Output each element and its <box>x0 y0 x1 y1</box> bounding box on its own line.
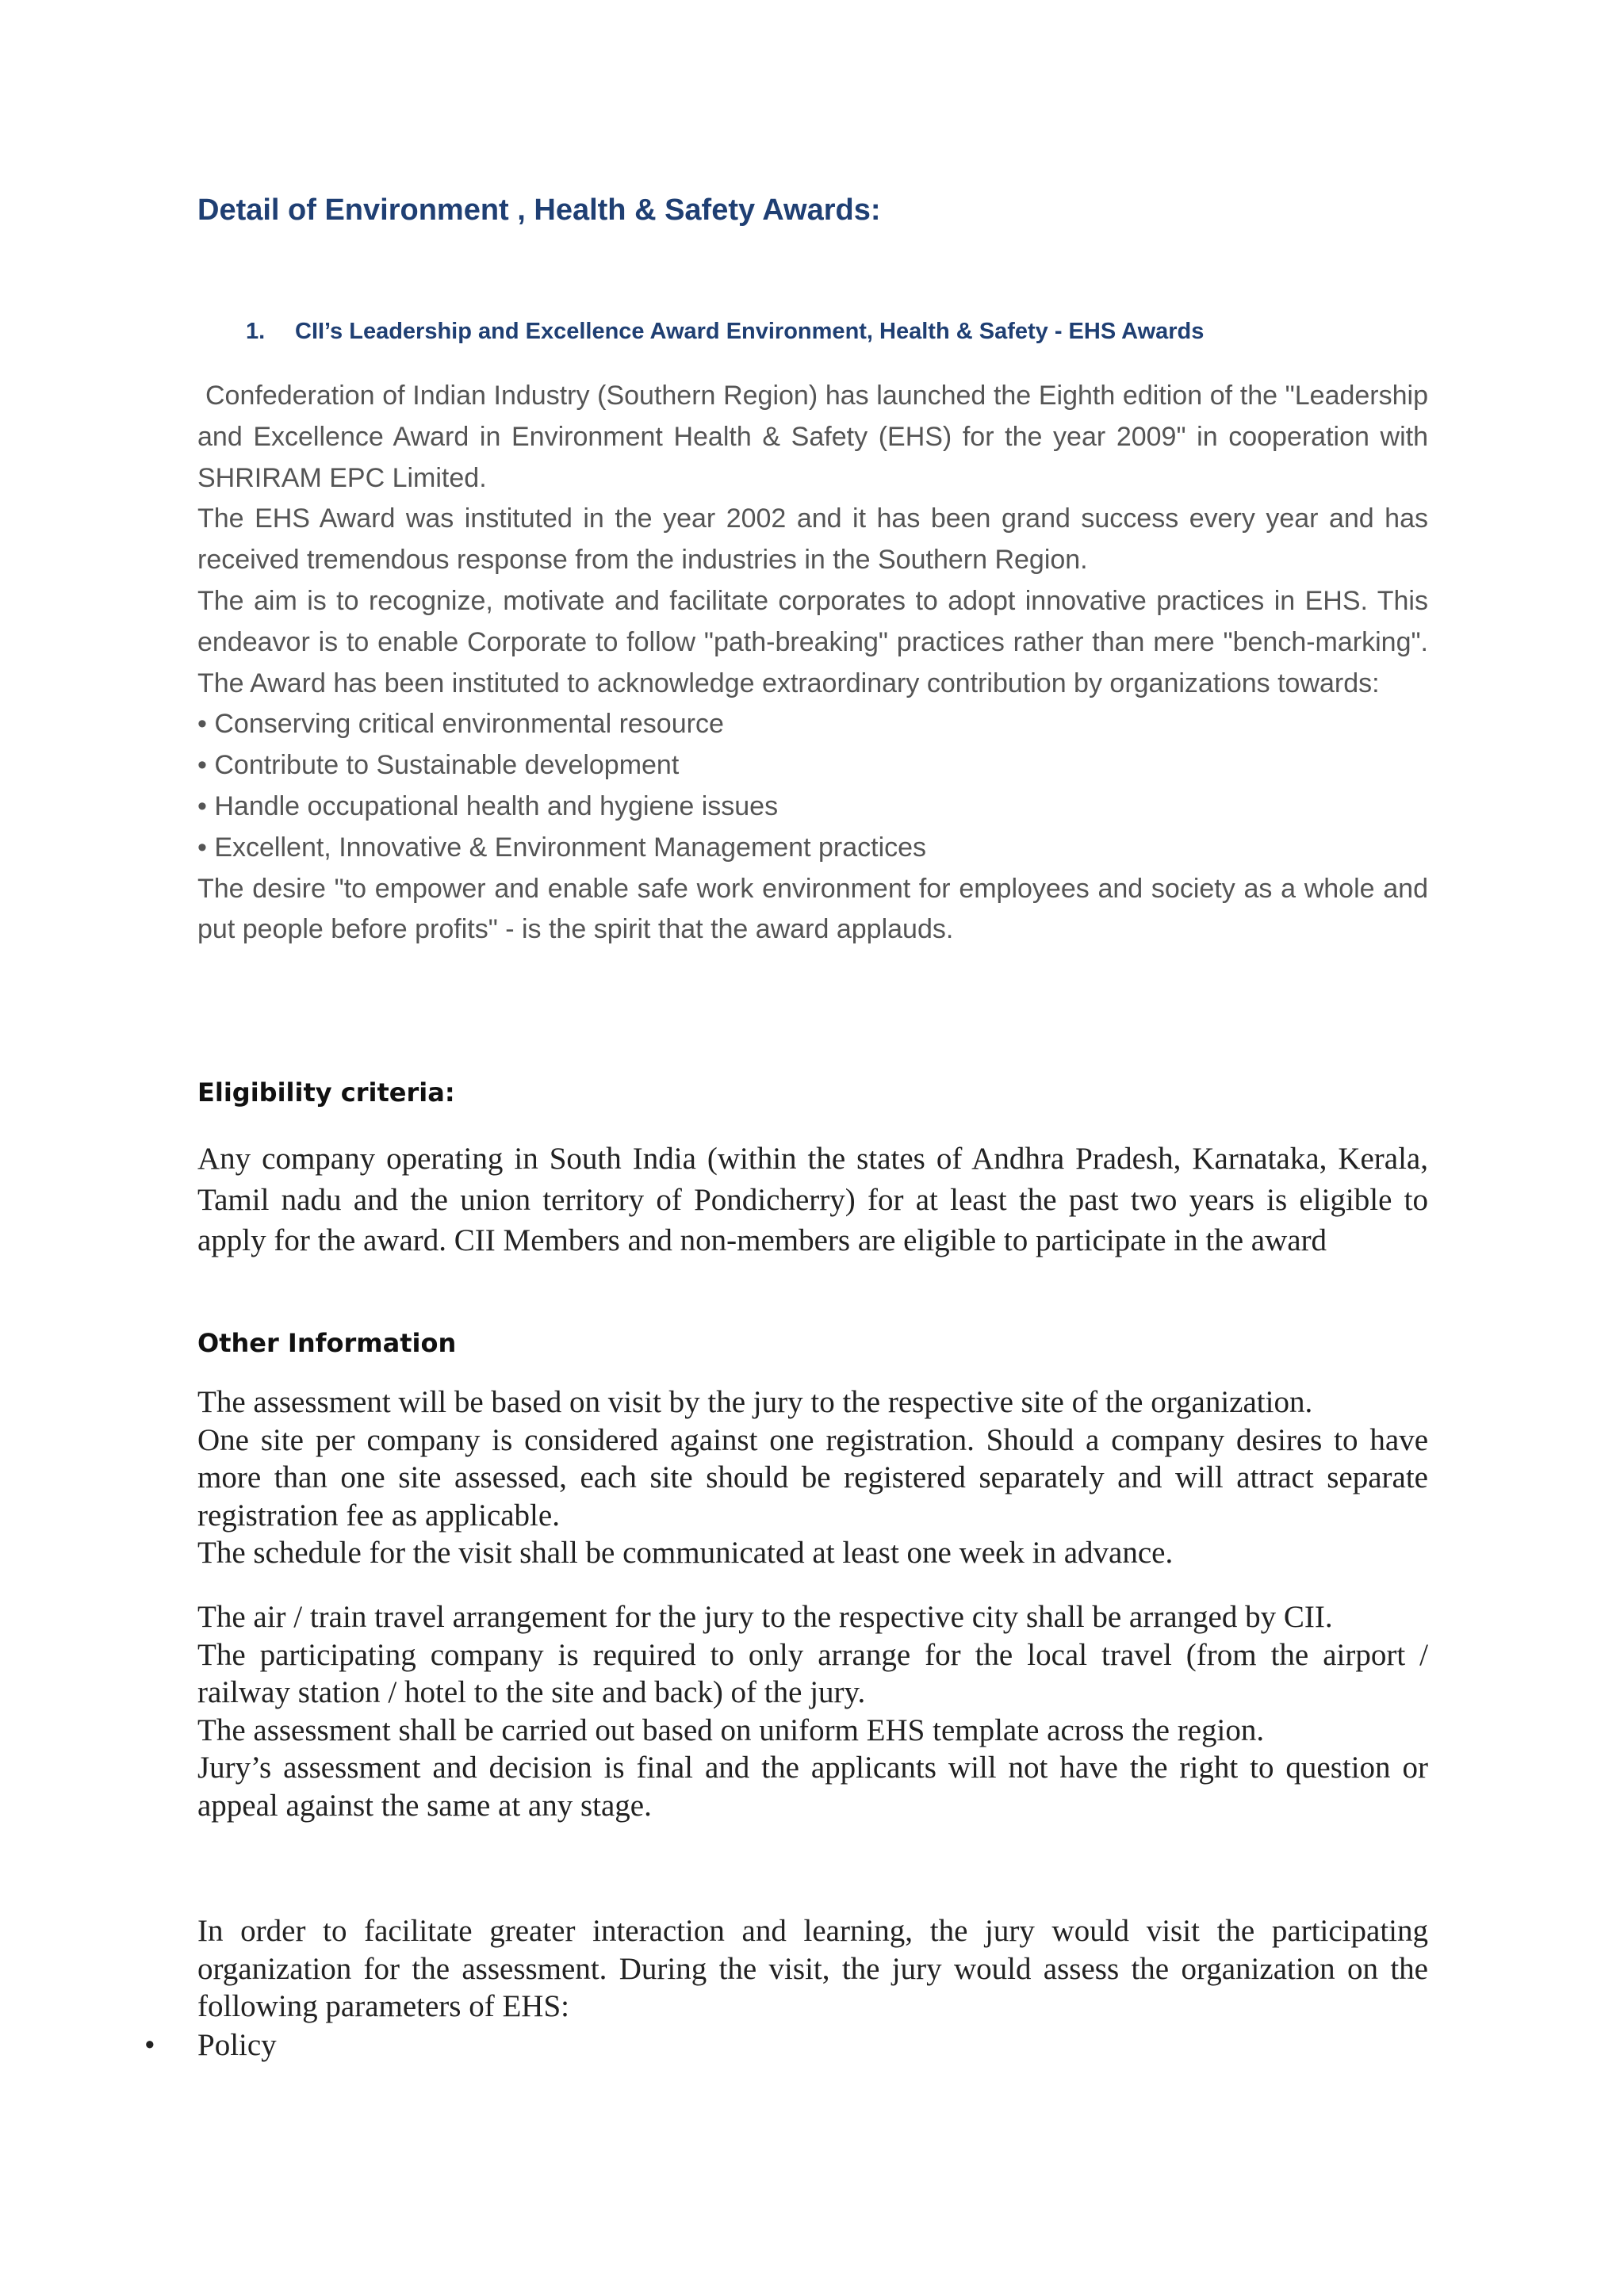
section-heading-cii-award <box>246 319 1204 345</box>
assessment-line: One site per company is considered against one registration. Should a company desires to have more than one site assessed, each site should be registered separately and will attract separate registration fee as applicable. <box>197 1422 1428 1533</box>
interaction-text: In order to facilitate greater interaction and learning, the jury would visit the participating organization for the assessment. During the visit, the jury would assess the organization on the following parameters of EHS: <box>197 1914 1428 2023</box>
travel-line: The assessment shall be carried out based on uniform EHS template across the region. <box>197 1712 1265 1747</box>
parameter-list-item <box>144 2026 277 2064</box>
section-heading-text: CII’s Leadership and Excellence Award Environment, Health & Safety - EHS Awards <box>295 319 1205 344</box>
bullet-item: • Conserving critical environmental resource <box>197 709 724 740</box>
travel-line: The participating company is required to only arrange for the local travel (from the airport / railway station / hotel to the site and back) of the jury. <box>197 1637 1428 1709</box>
paragraph-instituted: The EHS Award was instituted in the year 2002 and it has been grand success every year and has received tremendous response from the industries in the Southern Region. <box>197 503 1428 576</box>
bullet-dot-icon: • <box>144 2028 155 2062</box>
travel-line: The air / train travel arrangement for the jury to the respective city shall be arranged by CII. <box>197 1600 1333 1634</box>
paragraph-launch: Confederation of Indian Industry (Southern Region) has launched the Eighth edition of the "Leadership and Excellence Award in Environment Health & Safety (EHS) for the year 2009" in cooperation with SHRIRAM EPC Limited. <box>197 381 1428 493</box>
paragraph-aim: The aim is to recognize, motivate and facilitate corporates to adopt innovative practices in EHS. This endeavor is to enable Corporate to follow "path-breaking" practices rather than mere "bench-marking". The Award has been instituted to acknowledge extraordinary contribution by organizations towards: <box>197 585 1428 698</box>
assessment-line: The schedule for the visit shall be communicated at least one week in advance. <box>197 1536 1174 1570</box>
bullet-item: • Handle occupational health and hygiene issues <box>197 790 779 821</box>
section-number: 1. <box>246 319 266 344</box>
bullet-item: • Contribute to Sustainable development <box>197 750 680 781</box>
bullet-item: • Excellent, Innovative & Environment Management practices <box>197 832 927 863</box>
page-title: Detail of Environment , Health & Safety Awards: <box>197 193 881 227</box>
assessment-block <box>197 1383 1428 1572</box>
eligibility-text: Any company operating in South India (within the states of Andhra Pradesh, Karnataka, Kerala, Tamil nadu and the union territory of Pondicherry) for at least the past two years is eligible to apply for the award. CII Members and non-members are eligible to participate in the award <box>197 1142 1428 1257</box>
other-information-heading: Other Information <box>197 1328 457 1358</box>
parameter-label: Policy <box>197 2028 277 2062</box>
award-description <box>197 376 1428 951</box>
eligibility-text-block <box>197 1138 1428 1261</box>
interaction-block <box>197 1912 1428 2026</box>
eligibility-heading: Eligibility criteria: <box>197 1077 455 1108</box>
travel-line: Jury’s assessment and decision is final and the applicants will not have the right to question or appeal against the same at any stage. <box>197 1751 1428 1823</box>
assessment-line: The assessment will be based on visit by the jury to the respective site of the organization. <box>197 1385 1313 1419</box>
travel-block <box>197 1598 1428 1824</box>
paragraph-desire: The desire "to empower and enable safe work environment for employees and society as a whole and put people before profits" - is the spirit that the award applauds. <box>197 873 1428 945</box>
